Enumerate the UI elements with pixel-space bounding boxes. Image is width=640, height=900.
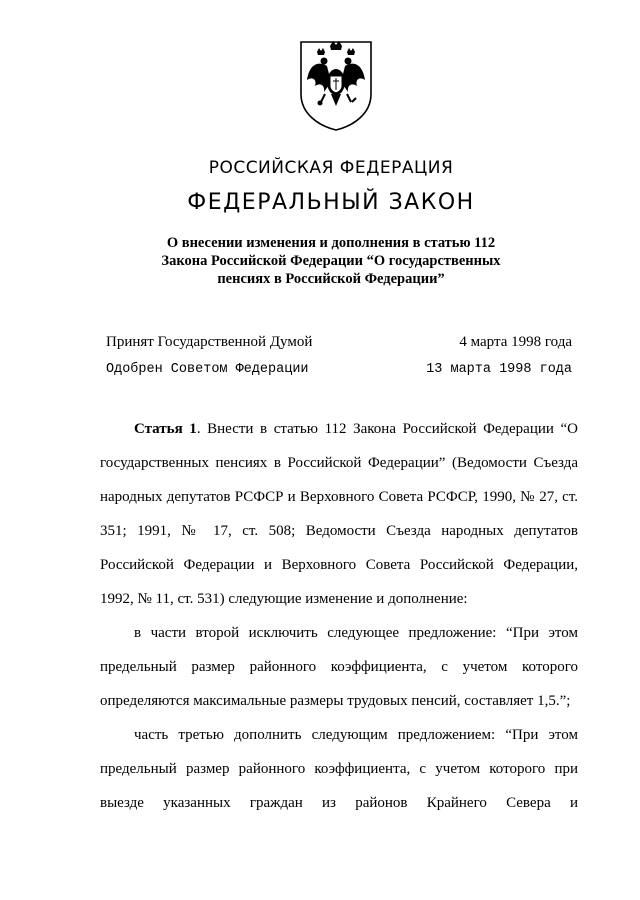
country-heading: РОССИЙСКАЯ ФЕДЕРАЦИЯ	[208, 158, 454, 178]
law-body	[100, 412, 578, 820]
law-title-line: пенсиях в Российской Федерации”	[217, 271, 445, 287]
adoption-council-row	[106, 362, 572, 377]
adoption-duma-row	[106, 334, 572, 351]
coat-of-arms-icon	[297, 36, 375, 132]
adoption-duma-date: 4 марта 1998 года	[459, 334, 572, 350]
adoption-council-label: Одобрен Советом Федерации	[106, 362, 309, 377]
adoption-council-date: 13 марта 1998 года	[426, 362, 572, 377]
law-title-line: Закона Российской Федерации “О государственных	[161, 253, 501, 269]
law-title	[0, 234, 640, 288]
document-type-heading: ФЕДЕРАЛЬНЫЙ ЗАКОН	[187, 190, 475, 215]
adoption-duma-label: Принят Государственной Думой	[106, 334, 313, 350]
law-title-line: О внесении изменения и дополнения в статью 112	[166, 235, 496, 251]
amendment-paragraph: в части второй исключить следующее предложение: “При этом предельный размер районного коэффициента, с учетом которого определяются максимальные размеры трудовых пенсий, составляет 1,5.”;	[100, 625, 578, 709]
addition-paragraph: часть третью дополнить следующим предложением: “При этом предельный размер районного коэффициента, с учетом которого при выезде указанных граждан из районов Крайнего Севера и	[100, 727, 578, 811]
article-1-paragraph	[100, 412, 578, 616]
article-text: . Внести в статью 112 Закона Российской Федерации “О государственных пенсиях в Российской Федерации” (Ведомости Съезда народных депутатов РСФСР и Верховного Совета РСФСР, 1990, № 27, ст. 351; 1991, № 17, ст. 508; Ведомости Съезда народных депутатов Российской Федерации и Верховного Совета Российской Федерации, 1992, № 11, ст. 531) следующие изменение и дополнение:	[100, 421, 579, 607]
article-label: Статья 1	[134, 421, 197, 437]
